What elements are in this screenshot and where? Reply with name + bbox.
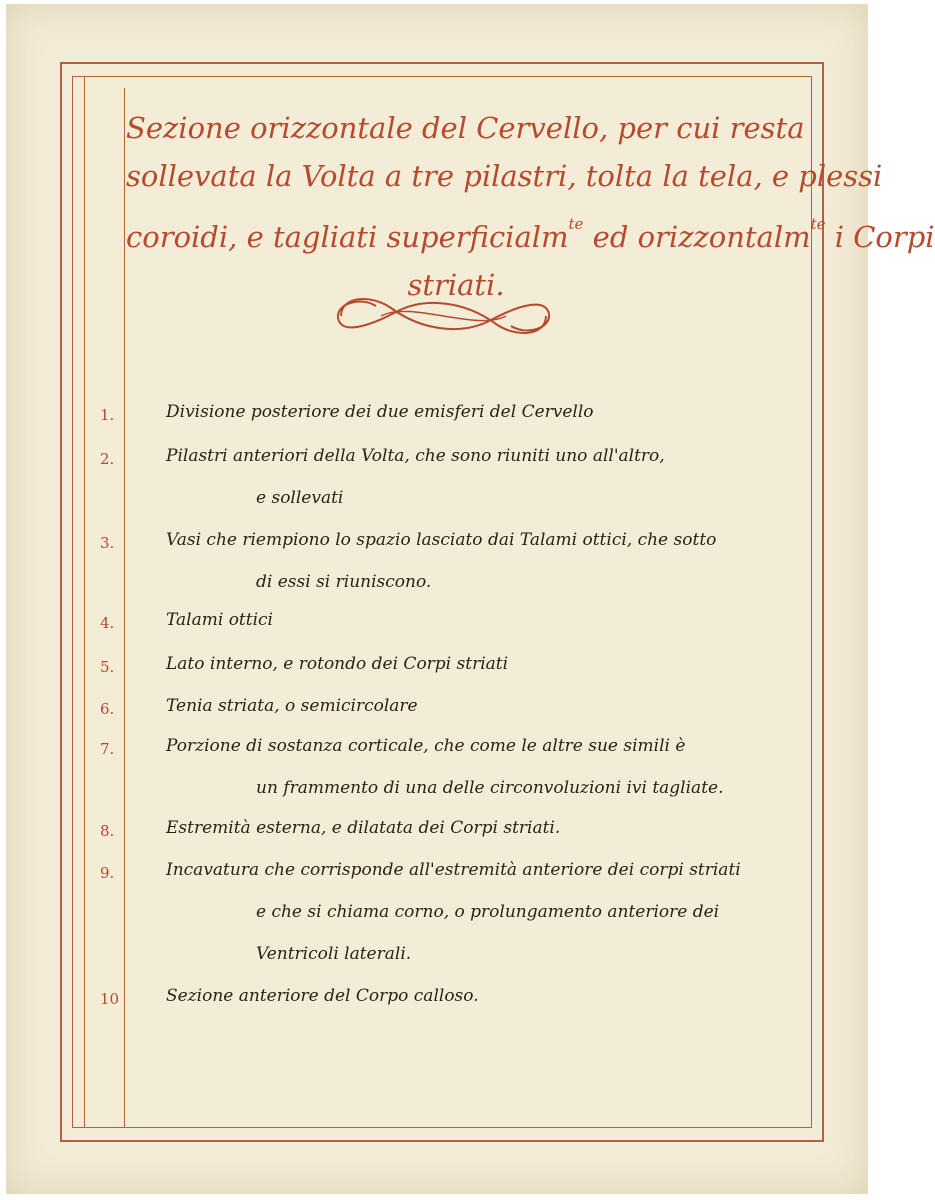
entry-text: Talami ottici bbox=[166, 610, 273, 630]
entry-number: 8. bbox=[100, 822, 115, 840]
entry-text: Pilastri anteriori della Volta, che sono riuniti uno all'altro, bbox=[166, 446, 665, 466]
entry-number: 2. bbox=[100, 450, 115, 468]
title-superscript-2: te bbox=[810, 215, 826, 233]
entry-text-continuation: e sollevati bbox=[256, 488, 344, 508]
entry-text: Porzione di sostanza corticale, che come le altre sue simili è bbox=[166, 736, 686, 756]
entry-number: 1. bbox=[100, 406, 115, 424]
entry-text: Vasi che riempiono lo spazio lasciato dai Talami ottici, che sotto bbox=[166, 530, 717, 550]
title-line-1: Sezione orizzontale del Cervello, per cui resta bbox=[126, 111, 805, 145]
entry-number: 5. bbox=[100, 658, 115, 676]
entry-text: Divisione posteriore dei due emisferi del Cervello bbox=[166, 402, 594, 422]
entry-number: 10 bbox=[100, 990, 120, 1008]
margin-rule-left bbox=[84, 76, 85, 1128]
entry-text: Sezione anteriore del Corpo calloso. bbox=[166, 986, 479, 1006]
entry-text: Estremità esterna, e dilatata dei Corpi striati. bbox=[166, 818, 561, 838]
entry-text-continuation: di essi si riuniscono. bbox=[256, 572, 432, 592]
title-line-4: striati. bbox=[407, 268, 505, 302]
title-line-3-part-b: ed orizzontalm bbox=[583, 220, 811, 254]
title-line-3 bbox=[126, 200, 935, 261]
page-title bbox=[126, 104, 935, 309]
title-line-3-part-a: coroidi, e tagliati superficialm bbox=[126, 220, 569, 254]
entry-text: Lato interno, e rotondo dei Corpi striati bbox=[166, 654, 509, 674]
entry-text-continuation: Ventricoli laterali. bbox=[256, 944, 412, 964]
entry-number: 4. bbox=[100, 614, 115, 632]
entry-number: 7. bbox=[100, 740, 115, 758]
entry-text-continuation: un frammento di una delle circonvoluzioni ivi tagliate. bbox=[256, 778, 724, 798]
title-line-3-part-c: i Corpi bbox=[825, 220, 935, 254]
entry-number: 3. bbox=[100, 534, 115, 552]
manuscript-page bbox=[6, 4, 935, 1194]
title-line-2: sollevata la Volta a tre pilastri, tolta la tela, e plessi bbox=[126, 159, 883, 193]
title-superscript-1: te bbox=[568, 215, 584, 233]
entry-text: Tenia striata, o semicircolare bbox=[166, 696, 418, 716]
entry-text: Incavatura che corrisponde all'estremità anteriore dei corpi striati bbox=[166, 860, 741, 880]
calligraphic-flourish-icon bbox=[331, 286, 556, 346]
entry-text-continuation: e che si chiama corno, o prolungamento anteriore dei bbox=[256, 902, 720, 922]
entry-number: 9. bbox=[100, 864, 115, 882]
margin-rule-right bbox=[124, 88, 125, 1128]
entry-number: 6. bbox=[100, 700, 115, 718]
